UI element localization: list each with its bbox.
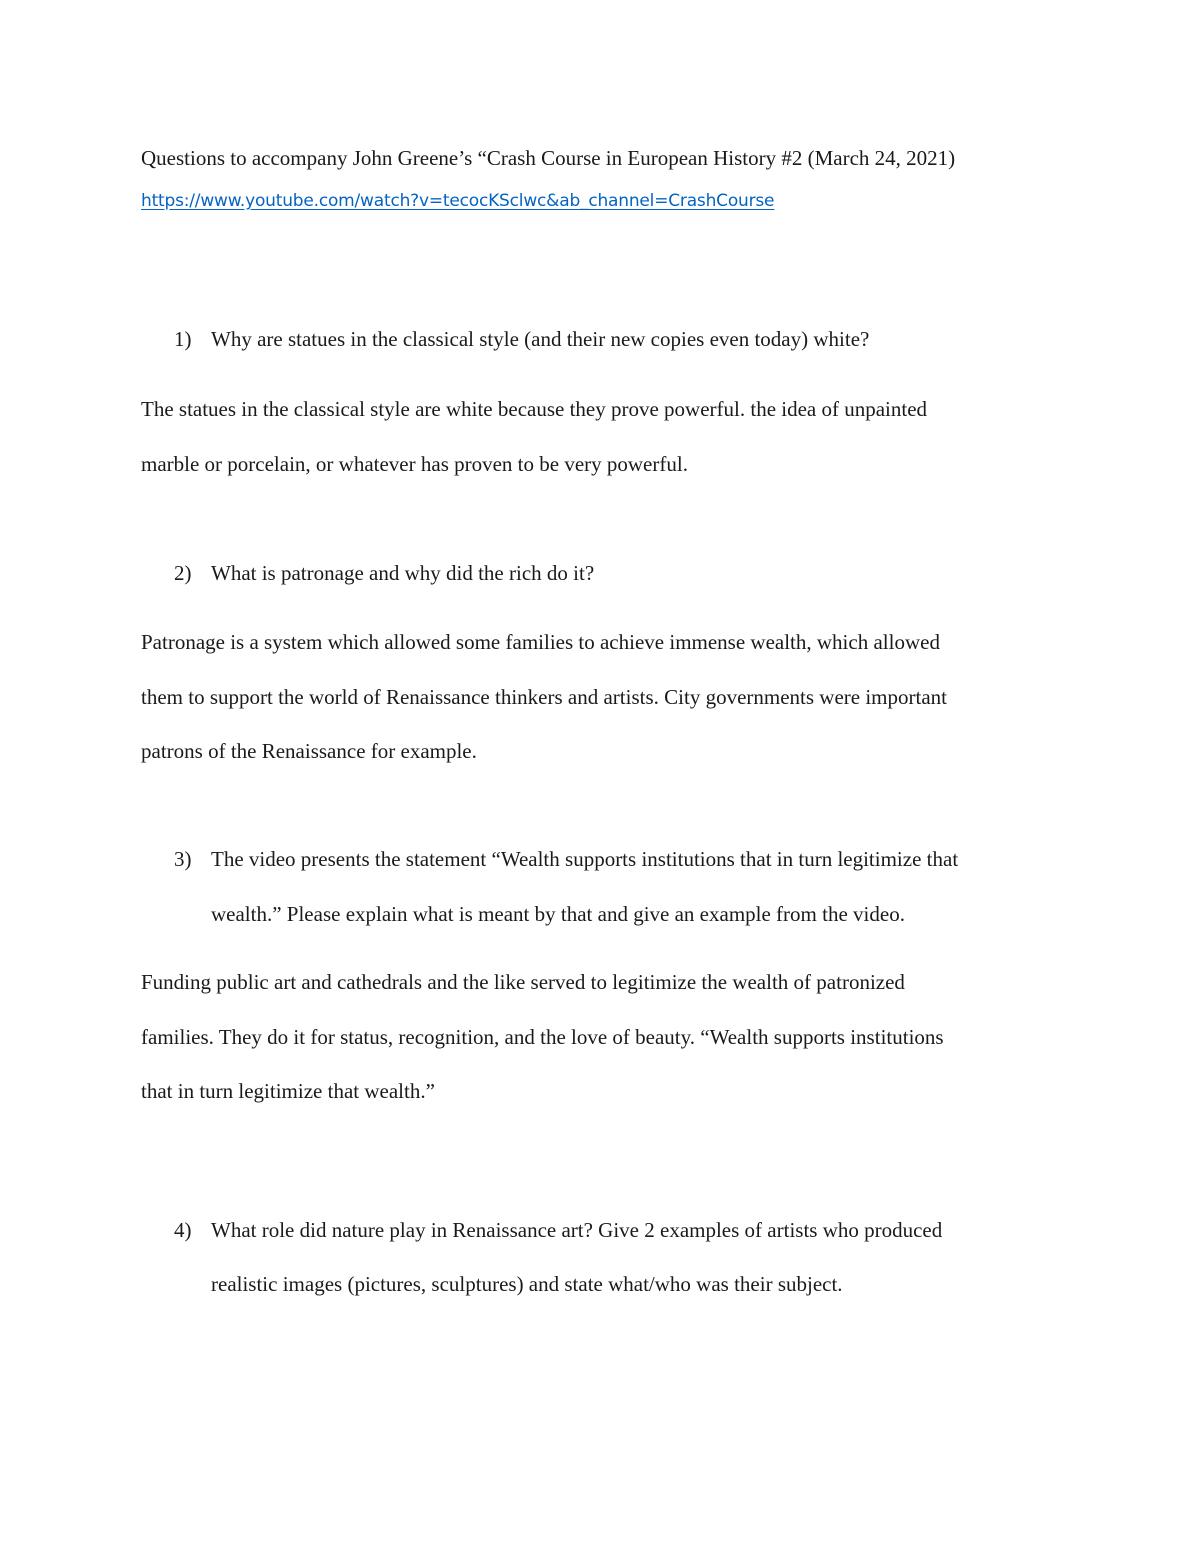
document-header: Questions to accompany John Greene’s “Crash Course in European History #2 (March 24, 2021) xyxy=(141,146,956,170)
question-4-text-line-2: realistic images (pictures, sculptures) and state what/who was their subject. xyxy=(211,1272,843,1296)
answer-3-line-3: that in turn legitimize that wealth.” xyxy=(141,1079,435,1103)
answer-1-line-1: The statues in the classical style are white because they prove powerful. the idea of unpainted xyxy=(141,397,928,421)
question-2-number: 2) xyxy=(174,561,192,585)
answer-2-line-2: them to support the world of Renaissance thinkers and artists. City governments were important xyxy=(141,685,947,709)
answer-2-line-1: Patronage is a system which allowed some families to achieve immense wealth, which allowed xyxy=(141,630,940,654)
question-1-number: 1) xyxy=(174,327,192,351)
answer-3-line-2: families. They do it for status, recognition, and the love of beauty. “Wealth supports institutions xyxy=(141,1025,944,1049)
answer-2-line-3: patrons of the Renaissance for example. xyxy=(141,739,477,763)
question-1-text: Why are statues in the classical style (and their new copies even today) white? xyxy=(211,327,870,351)
video-link[interactable]: https://www.youtube.com/watch?v=tecocKSclwc&ab_channel=CrashCourse xyxy=(141,191,775,211)
question-4-number: 4) xyxy=(174,1218,192,1242)
question-3-text-line-2: wealth.” Please explain what is meant by that and give an example from the video. xyxy=(211,902,905,926)
answer-3-line-1: Funding public art and cathedrals and the like served to legitimize the wealth of patronized xyxy=(141,970,905,994)
question-3-number: 3) xyxy=(174,847,192,871)
question-4-text-line-1: What role did nature play in Renaissance art? Give 2 examples of artists who produced xyxy=(211,1218,943,1242)
answer-1-line-2: marble or porcelain, or whatever has proven to be very powerful. xyxy=(141,452,688,476)
question-3-text-line-1: The video presents the statement “Wealth supports institutions that in turn legitimize that xyxy=(211,847,959,871)
question-2-text: What is patronage and why did the rich do it? xyxy=(211,561,595,585)
